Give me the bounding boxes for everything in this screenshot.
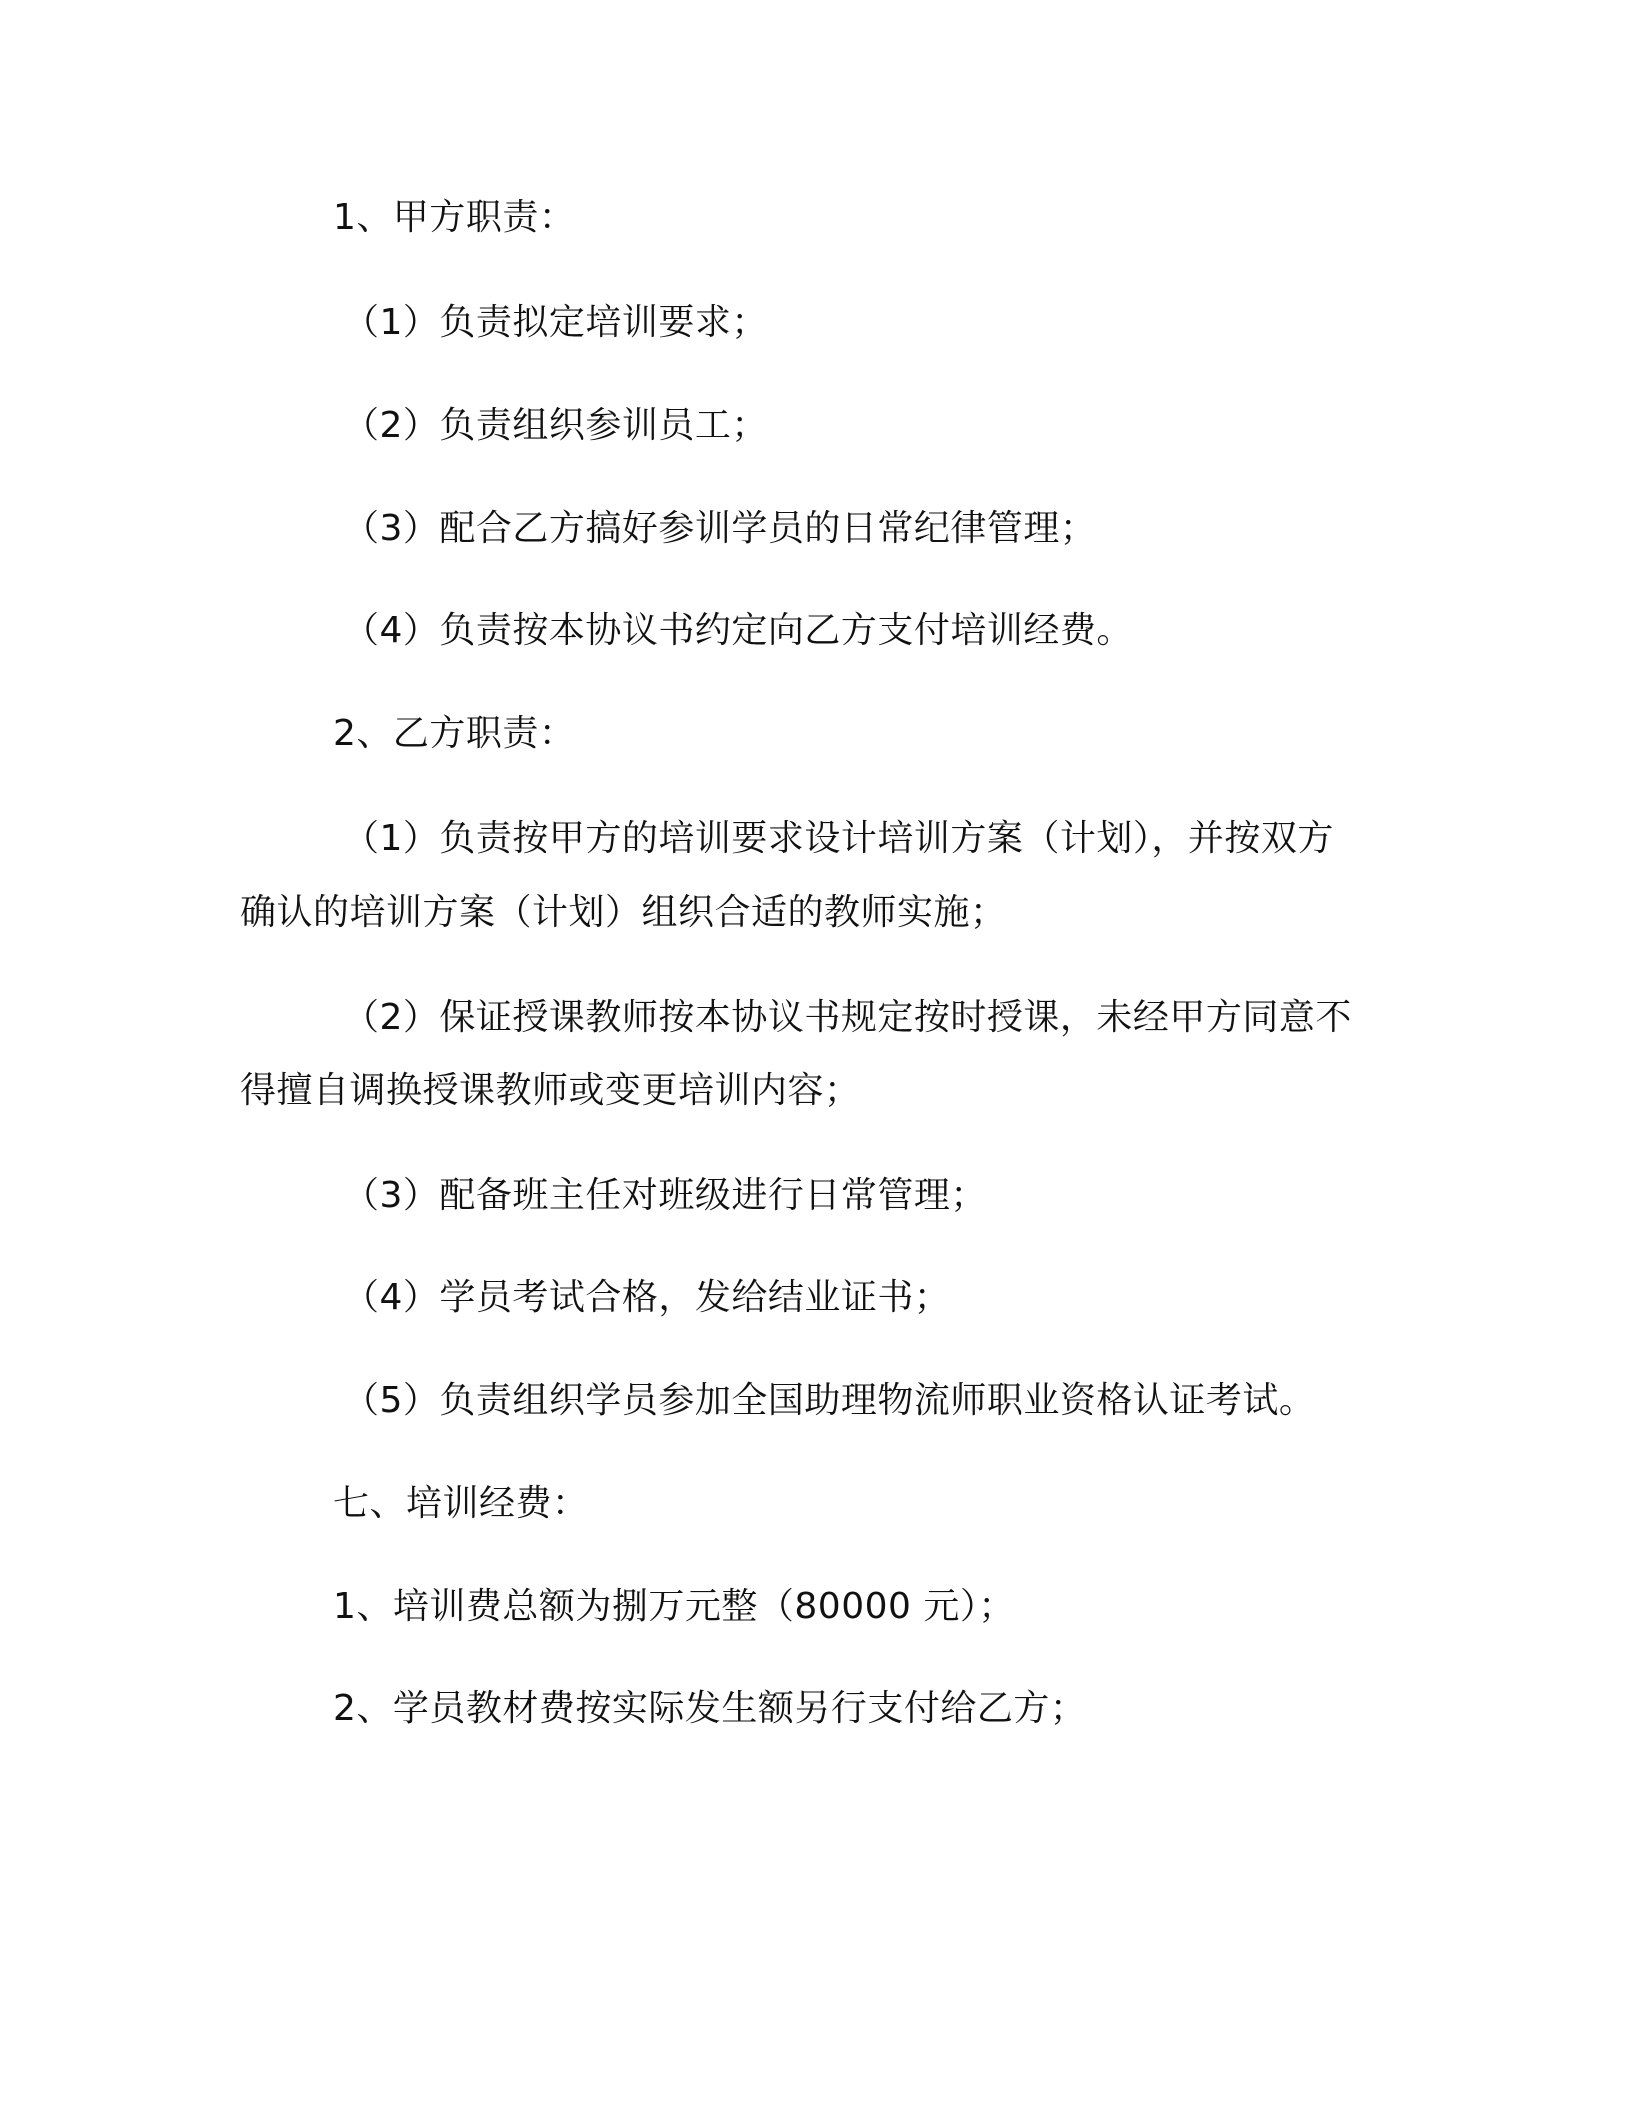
party-b-duty-1-line-1: （1）负责按甲方的培训要求设计培训方案（计划），并按双方 — [343, 818, 1334, 859]
party-b-duty-3: （3）配备班主任对班级进行日常管理； — [343, 1175, 987, 1216]
party-b-duty-2-line-1: （2）保证授课教师按本协议书规定按时授课，未经甲方同意不 — [343, 997, 1352, 1038]
party-b-duty-4: （4）学员考试合格，发给结业证书； — [343, 1277, 951, 1318]
training-fee-item-1: 1、培训费总额为捌万元整（80000 元）； — [333, 1586, 1015, 1627]
party-a-duty-2: （2）负责组织参训员工； — [343, 405, 768, 446]
training-fee-heading: 七、培训经费： — [333, 1483, 589, 1524]
party-b-duty-1-line-2: 确认的培训方案（计划）组织合适的教师实施； — [240, 892, 1007, 933]
party-a-duties-heading: 1、甲方职责： — [333, 197, 576, 238]
party-b-duties-heading: 2、乙方职责： — [333, 713, 576, 754]
party-a-duty-4: （4）负责按本协议书约定向乙方支付培训经费。 — [343, 610, 1133, 651]
party-b-duty-5: （5）负责组织学员参加全国助理物流师职业资格认证考试。 — [343, 1380, 1316, 1421]
party-b-duty-2-line-2: 得擅自调换授课教师或变更培训内容； — [240, 1070, 861, 1111]
party-a-duty-1: （1）负责拟定培训要求； — [343, 302, 768, 343]
party-a-duty-3: （3）配合乙方搞好参训学员的日常纪律管理； — [343, 508, 1097, 549]
training-fee-item-2: 2、学员教材费按实际发生额另行支付给乙方； — [333, 1688, 1087, 1729]
